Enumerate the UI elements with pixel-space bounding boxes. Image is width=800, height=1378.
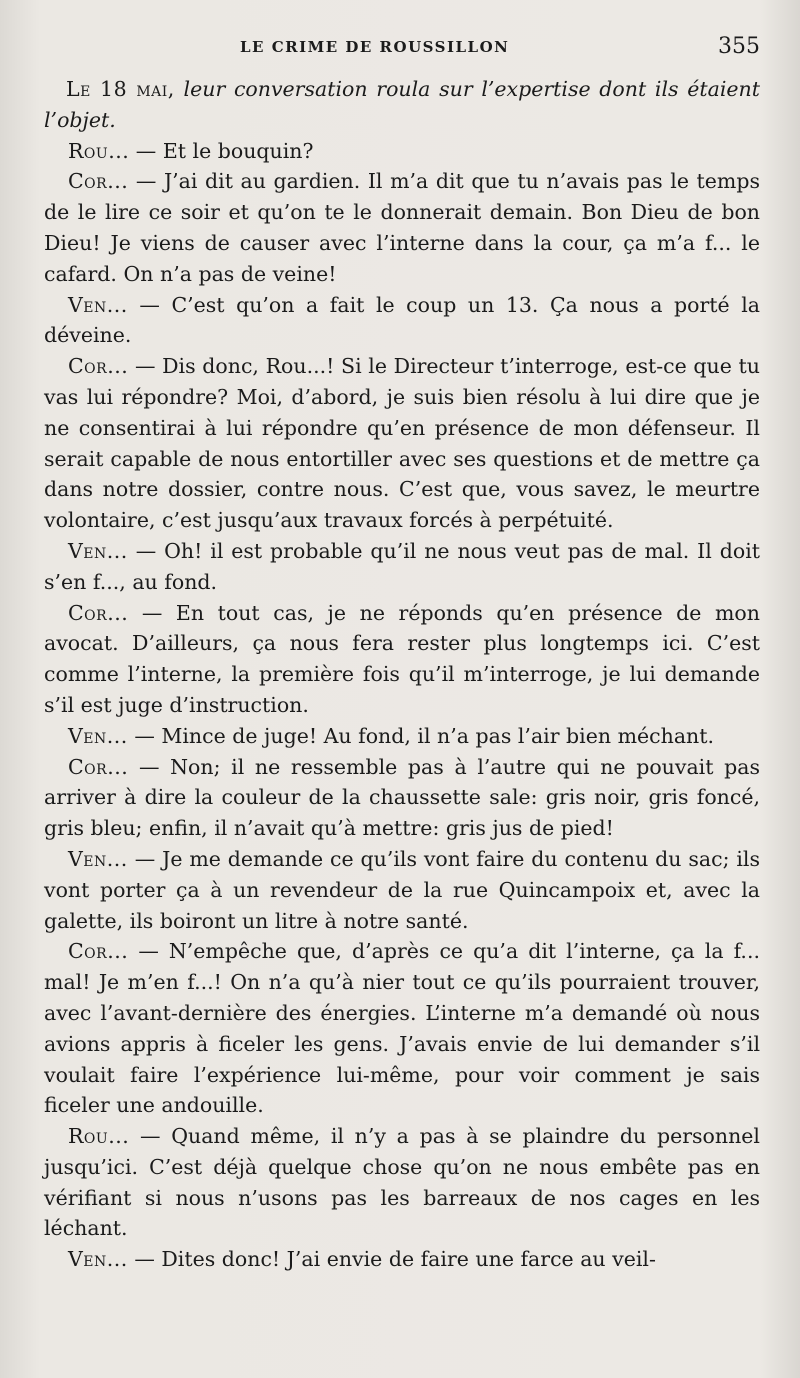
- dialogue-line: [44, 351, 760, 536]
- dialogue-line: [44, 166, 760, 289]
- dialogue-text: — N’empêche que, d’après ce qu’a dit l’interne, ça la f... mal! Je m’en f...! On n’a qu’à nier tout ce qu’ils pourraient trouver, avec l’avant-dernière des énergies. L’interne m’a demandé où nous avions appris à ficeler les gens. J’avais envie de lui demander s’il voulait faire l’expérience lui-même, pour voir comment je sais ficeler une andouille.: [44, 939, 760, 1118]
- speaker: Ven...: [68, 1247, 128, 1272]
- dialogue-text: — En tout cas, je ne réponds qu’en présence de mon avocat. D’ailleurs, ça nous fera rester plus longtemps ici. C’est comme l’interne, la première fois qu’il m’interroge, je lui demande s’il est juge d’instruction.: [44, 600, 760, 717]
- dialogue-line: [44, 1121, 760, 1244]
- speaker: Cor...: [68, 354, 129, 379]
- dialogue-line: [44, 1244, 760, 1275]
- dialogue-text: — Dis donc, Rou...! Si le Directeur t’interroge, est-ce que tu vas lui répondre? Moi, d’abord, je suis bien résolu à lui dire que je ne consentirai à lui répondre qu’en présence de mon défenseur. Il serait capable de nous entortiller avec ses questions et de mettre ça dans notre dossier, contre nous. C’est que, vous savez, le meurtre volontaire, c’est jusqu’aux travaux forcés à perpétuité.: [44, 354, 760, 533]
- dialogue-line: [44, 598, 760, 721]
- page-number: 355: [718, 34, 760, 59]
- dialogue-text: — Je me demande ce qu’ils vont faire du contenu du sac; ils vont porter ça à un revendeur de la rue Quincampoix et, avec la galette, ils boiront un litre à notre santé.: [44, 846, 760, 933]
- speaker: Cor...: [68, 600, 129, 625]
- speaker: Cor...: [68, 939, 129, 964]
- dialogue-text: — Dites donc! J’ai envie de faire une farce au veil-: [134, 1247, 656, 1272]
- dialogue-line: [44, 721, 760, 752]
- speaker: Ven...: [68, 723, 128, 748]
- speaker: Ven...: [68, 292, 128, 317]
- intro-text: leur conversation roula sur l’expertise dont ils étaient l’objet.: [44, 77, 760, 132]
- page-body: [44, 74, 760, 1275]
- speaker: Rou...: [68, 138, 130, 163]
- dialogue-text: — Et le bouquin?: [135, 138, 314, 163]
- intro-paragraph: [44, 74, 760, 136]
- dialogue-text: — Quand même, il n’y a pas à se plaindre du personnel jusqu’ici. C’est déjà quelque chose qu’on ne nous embête pas en vérifiant si nous n’usons pas les barreaux de nos cages en les léchant.: [44, 1124, 760, 1241]
- dialogue-text: — Non; il ne ressemble pas à l’autre qui ne pouvait pas arriver à dire la couleur de la chaussette sale: gris noir, gris foncé, gris bleu; enfin, il n’avait qu’à mettre: gris jus de pied!: [44, 754, 760, 841]
- dialogue-line: [44, 290, 760, 352]
- dialogue-text: — C’est qu’on a fait le coup un 13. Ça nous a porté la déveine.: [44, 292, 760, 348]
- page-header: [40, 34, 760, 64]
- speaker: Cor...: [68, 754, 129, 779]
- dialogue-line: [44, 936, 760, 1121]
- speaker: Cor...: [68, 169, 129, 194]
- dialogue-line: [44, 536, 760, 598]
- dialogue-text: — Oh! il est probable qu’il ne nous veut pas de mal. Il doit s’en f..., au fond.: [44, 538, 760, 594]
- dialogue-line: [44, 136, 760, 167]
- running-title: LE CRIME DE ROUSSILLON: [240, 38, 510, 56]
- speaker: Ven...: [68, 538, 128, 563]
- speaker: Ven...: [68, 846, 128, 871]
- dialogue-text: — Mince de juge! Au fond, il n’a pas l’air bien méchant.: [134, 723, 715, 748]
- speaker: Rou...: [68, 1124, 130, 1149]
- dialogue-line: [44, 752, 760, 844]
- dialogue-text: — J’ai dit au gardien. Il m’a dit que tu n’avais pas le temps de le lire ce soir et qu’on te le donnerait demain. Bon Dieu de bon Dieu! Je viens de causer avec l’interne dans la cour, ça m’a f... le cafard. On n’a pas de veine!: [44, 169, 760, 286]
- intro-date: Le 18 mai,: [66, 77, 175, 101]
- dialogue-line: [44, 844, 760, 936]
